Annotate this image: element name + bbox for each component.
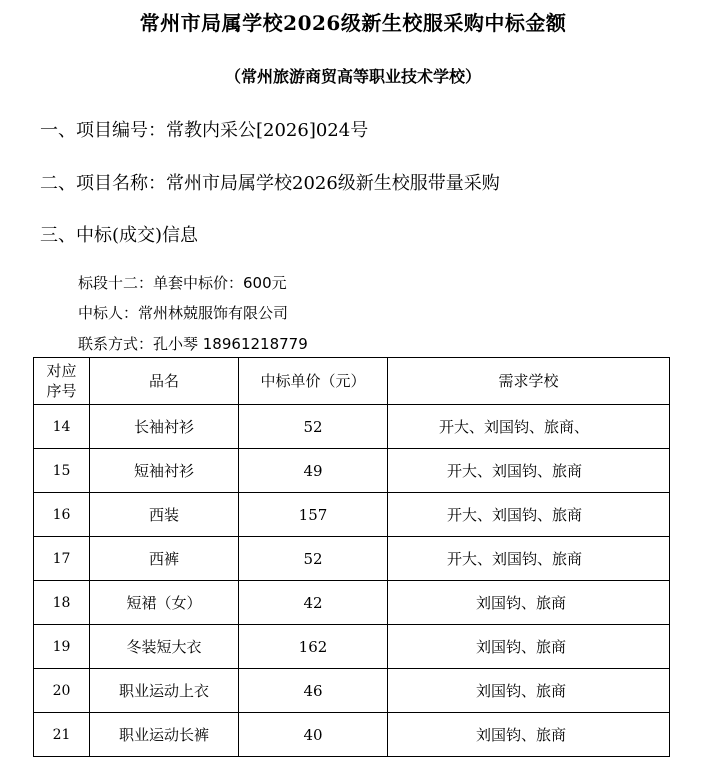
row-item-name: 职业运动长裤	[90, 713, 239, 757]
school-subtitle: （常州旅游商贸高等职业技术学校）	[224, 67, 481, 86]
lot-price-line: 标段十二：单套中标价：600元	[78, 274, 287, 292]
section-project-name: 二、项目名称：常州市局属学校2026级新生校服带量采购	[40, 173, 500, 194]
section-project-number: 一、项目编号：常教内采公[2026]024号	[40, 120, 369, 141]
section-award-info: 三、中标(成交)信息	[40, 225, 199, 246]
header-seq-line2: 序号	[46, 382, 77, 400]
row-unit-price: 40	[239, 713, 388, 757]
row-unit-price: 52	[239, 405, 388, 449]
winner-line: 中标人：常州林兢服饰有限公司	[78, 304, 289, 322]
header-seq	[34, 358, 90, 405]
row-item-name: 冬装短大衣	[90, 625, 239, 669]
row-schools: 开大、刘国钧、旅商	[388, 493, 670, 537]
header-unit-price: 中标单价（元）	[239, 358, 388, 405]
row-item-name: 西裤	[90, 537, 239, 581]
row-item-name: 西装	[90, 493, 239, 537]
row-schools: 开大、刘国钧、旅商、	[388, 405, 670, 449]
table-header-row	[34, 358, 670, 405]
header-schools: 需求学校	[388, 358, 670, 405]
row-seq: 18	[34, 581, 90, 625]
row-seq: 15	[34, 449, 90, 493]
row-schools: 刘国钧、旅商	[388, 625, 670, 669]
row-seq: 19	[34, 625, 90, 669]
row-unit-price: 46	[239, 669, 388, 713]
row-seq: 17	[34, 537, 90, 581]
row-seq: 16	[34, 493, 90, 537]
row-unit-price: 52	[239, 537, 388, 581]
table-row	[34, 625, 670, 669]
table-row	[34, 493, 670, 537]
header-seq-line1: 对应	[46, 362, 77, 380]
row-seq: 14	[34, 405, 90, 449]
table-row	[34, 449, 670, 493]
row-schools: 开大、刘国钧、旅商	[388, 449, 670, 493]
row-seq: 20	[34, 669, 90, 713]
contact-line: 联系方式：孔小琴 18961218779	[78, 335, 308, 353]
table-row	[34, 581, 670, 625]
row-schools: 开大、刘国钧、旅商	[388, 537, 670, 581]
table-row	[34, 713, 670, 757]
table-row	[34, 405, 670, 449]
table-row	[34, 537, 670, 581]
page-title: 常州市局属学校2026级新生校服采购中标金额	[139, 11, 567, 35]
row-unit-price: 42	[239, 581, 388, 625]
row-item-name: 短裙（女）	[90, 581, 239, 625]
row-unit-price: 157	[239, 493, 388, 537]
row-seq: 21	[34, 713, 90, 757]
row-unit-price: 162	[239, 625, 388, 669]
header-item-name: 品名	[90, 358, 239, 405]
award-items-table	[33, 357, 670, 757]
row-item-name: 短袖衬衫	[90, 449, 239, 493]
row-item-name: 长袖衬衫	[90, 405, 239, 449]
table-row	[34, 669, 670, 713]
row-unit-price: 49	[239, 449, 388, 493]
row-schools: 刘国钧、旅商	[388, 581, 670, 625]
row-schools: 刘国钧、旅商	[388, 713, 670, 757]
row-item-name: 职业运动上衣	[90, 669, 239, 713]
row-schools: 刘国钧、旅商	[388, 669, 670, 713]
